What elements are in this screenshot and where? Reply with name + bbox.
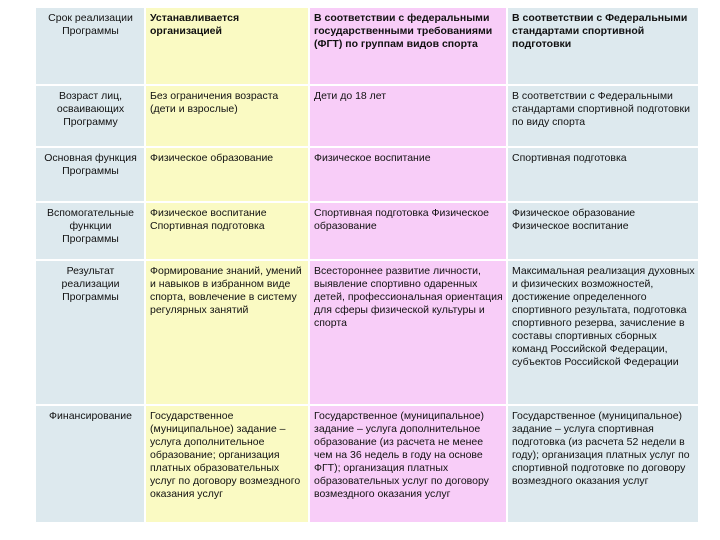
table-cell: Дети до 18 лет	[310, 86, 508, 148]
table-cell: В соответствии с Федеральными стандартами спортивной подготовки по виду спорта	[508, 86, 700, 148]
header-cell: В соответствии с Федеральными стандартами спортивной подготовки	[508, 8, 700, 86]
table-cell: Государственное (муниципальное) задание – услуга спортивная подготовка (из расчета 52 недели в году); организация платных услуг по спортивной подготовке по договору возмездного оказания услуг	[508, 406, 700, 524]
table-row	[36, 203, 700, 261]
table-cell: Спортивная подготовка	[508, 148, 700, 203]
table-row	[36, 261, 700, 406]
table-cell: Физическое образование Физическое воспитание	[508, 203, 700, 261]
row-label: Вспомогательные функции Программы	[36, 203, 146, 261]
table-cell: Физическое образование	[146, 148, 310, 203]
table-row	[36, 148, 700, 203]
table-cell: Спортивная подготовка Физическое образование	[310, 203, 508, 261]
header-cell: В соответствии с федеральными государственными требованиями (ФГТ) по группам видов спорта	[310, 8, 508, 86]
table-cell: Всестороннее развитие личности, выявление спортивно одаренных детей, профессиональная ориентация для сферы физической культуры и спорта	[310, 261, 508, 406]
row-label: Финансирование	[36, 406, 146, 524]
table-cell: Физическое воспитание Спортивная подготовка	[146, 203, 310, 261]
table-cell: Максимальная реализация духовных и физических возможностей, достижение определенного спортивного результата, подготовка спортивного резерва, зачисление в составы спортивных сборных команд Российской Федерации, субъектов Российской Федерации	[508, 261, 700, 406]
table-cell: Государственное (муниципальное) задание – услуга дополнительное образование; организация платных образовательных услуг по договору возмездного оказания услуг	[146, 406, 310, 524]
table-cell: Государственное (муниципальное) задание – услуга дополнительное образование (из расчета не менее чем на 36 недель в году на основе ФГТ); организация платных образовательных услуг по договору возмездного оказания услуг	[310, 406, 508, 524]
table-row	[36, 406, 700, 524]
row-label: Основная функция Программы	[36, 148, 146, 203]
table-header-row	[36, 8, 700, 86]
table-cell: Без ограничения возраста (дети и взрослые)	[146, 86, 310, 148]
programs-comparison-table	[36, 8, 700, 524]
table-cell: Физическое воспитание	[310, 148, 508, 203]
row-label: Возраст лиц, осваивающих Программу	[36, 86, 146, 148]
table-cell: Формирование знаний, умений и навыков в избранном виде спорта, вовлечение в систему регулярных занятий	[146, 261, 310, 406]
header-cell: Устанавливается организацией	[146, 8, 310, 86]
row-label: Результат реализации Программы	[36, 261, 146, 406]
table-row	[36, 86, 700, 148]
header-cell: Срок реализации Программы	[36, 8, 146, 86]
